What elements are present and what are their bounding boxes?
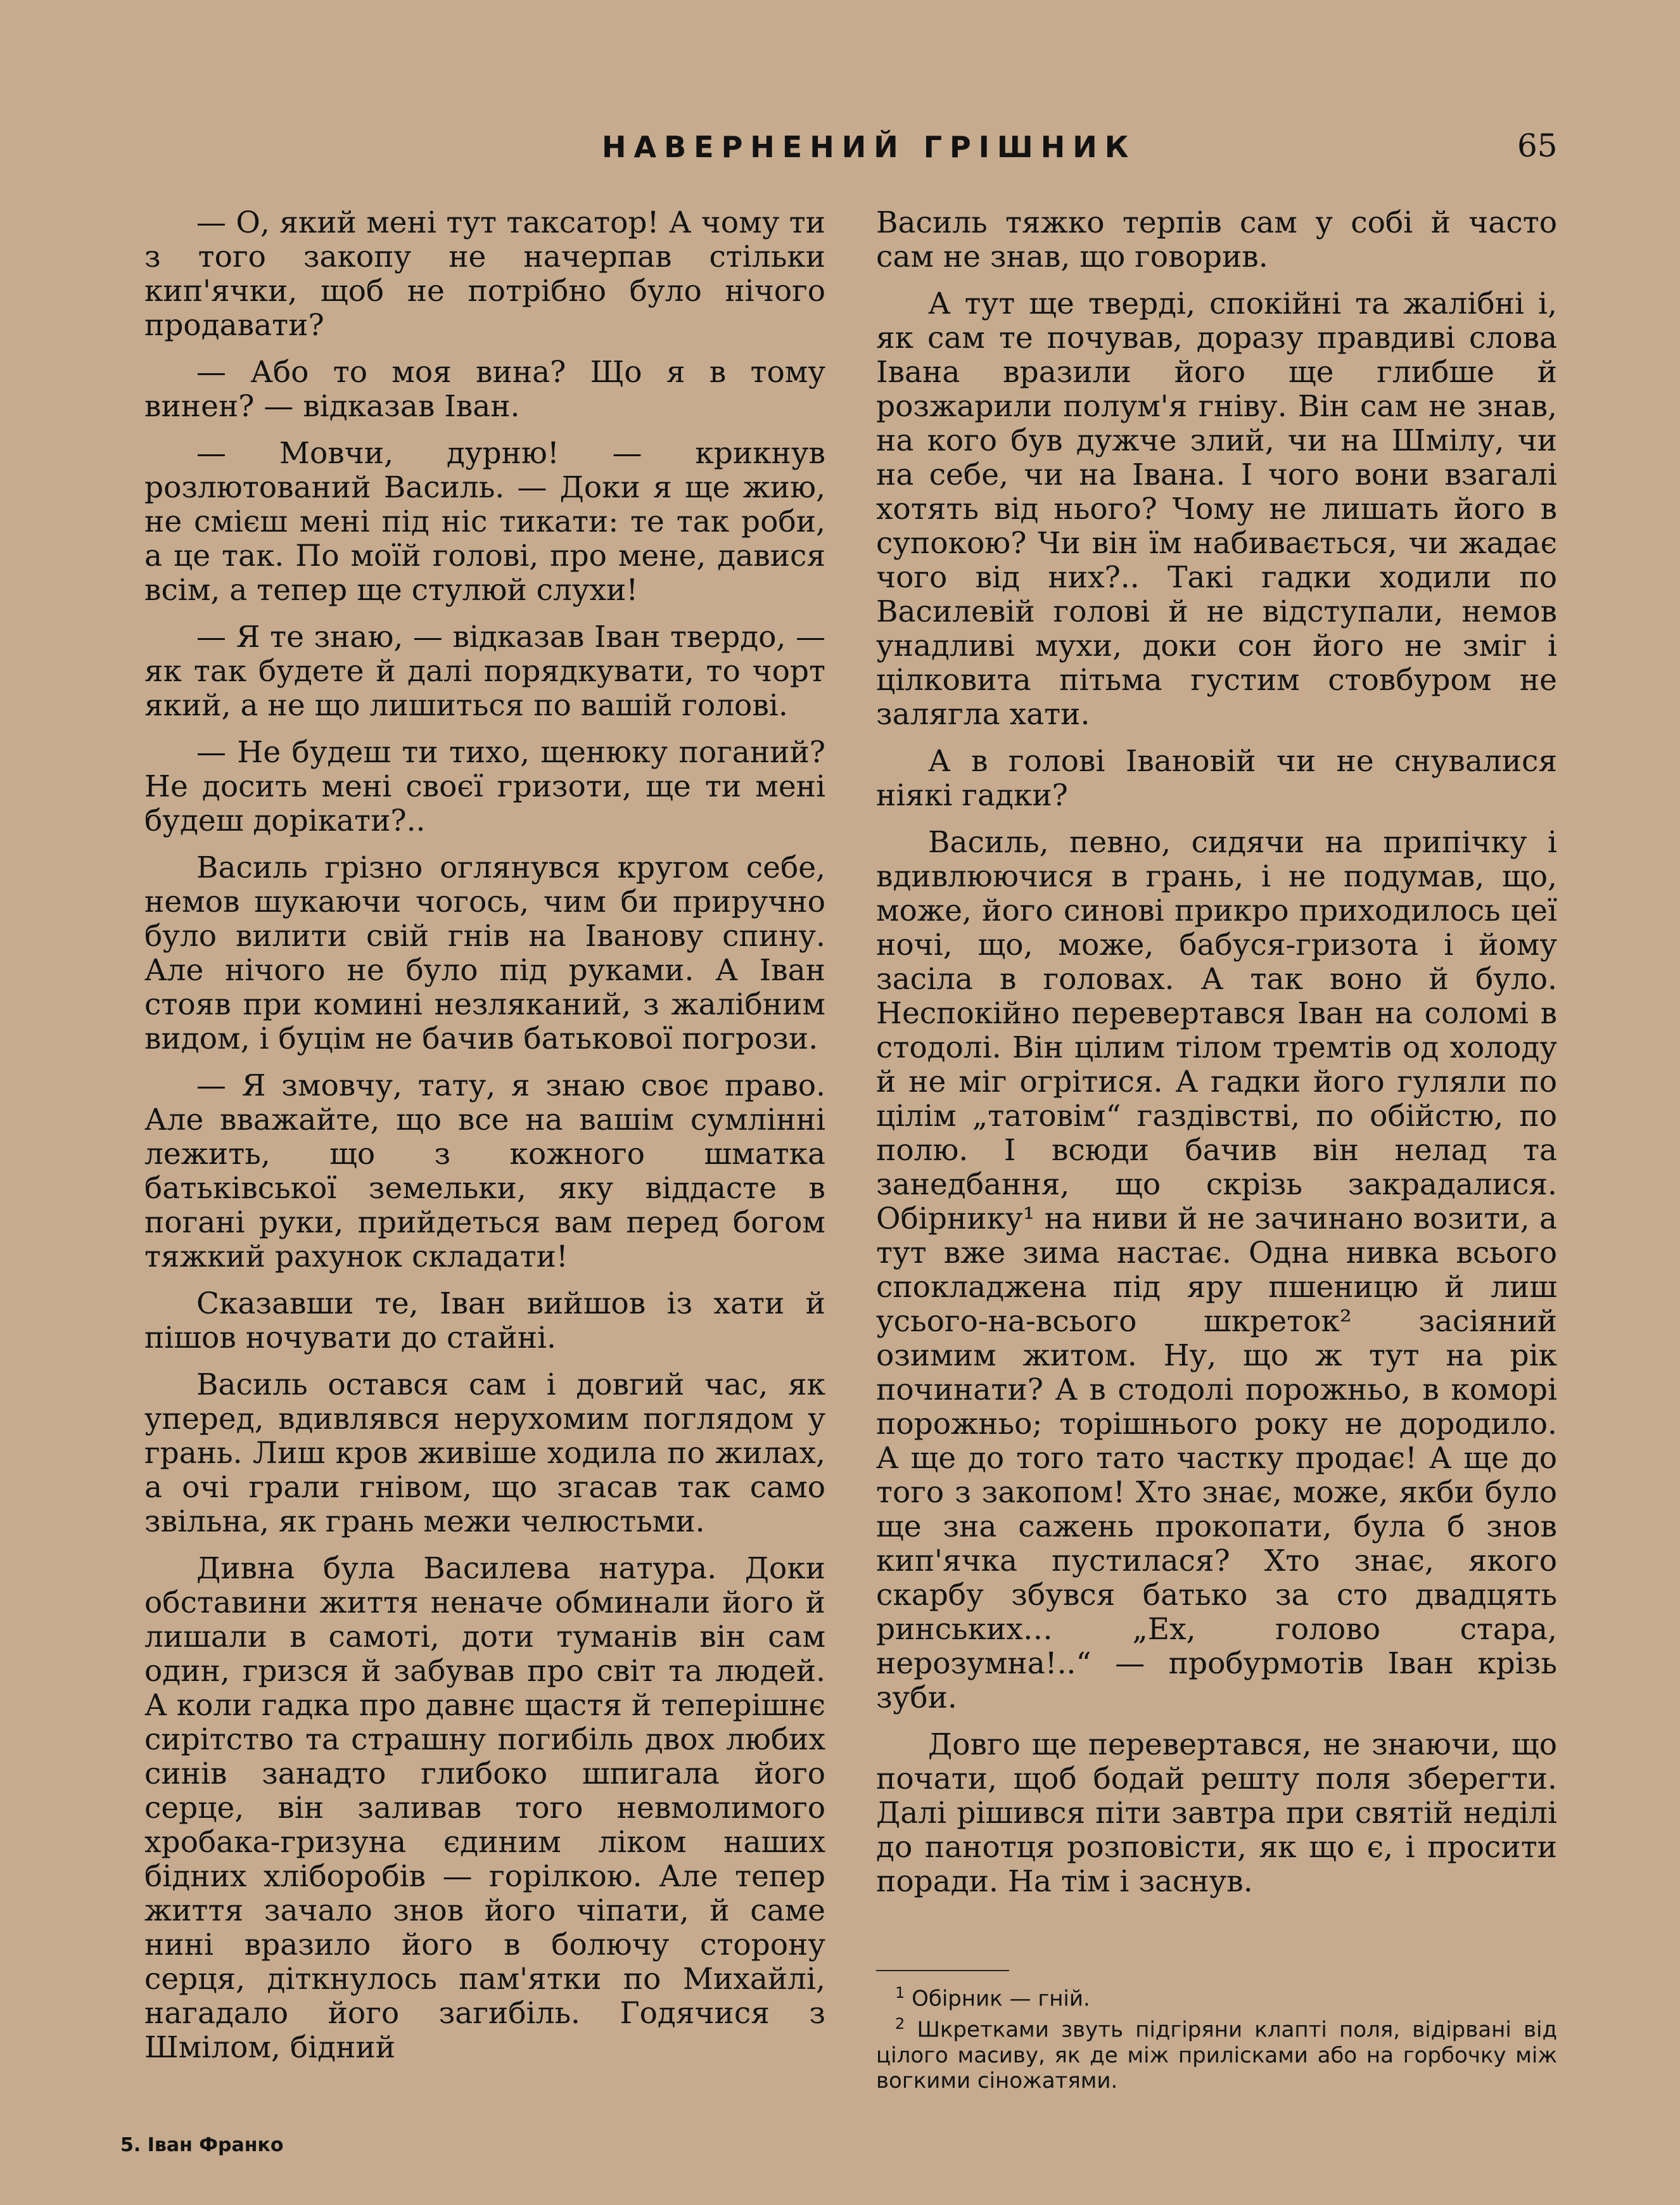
footnote-text: Обірник — гній. <box>912 1986 1090 2012</box>
paragraph: Василь тяжко терпів сам у собі й часто сам не знав, що говорив. <box>876 205 1557 274</box>
paragraph: Василь остався сам і довгий час, як уперед, вдивлявся нерухомим поглядом у грань. Лиш кров живіше ходила по жилах, а очі грали гнівом, що згасав так само звільна, як грань межи челюстьми. <box>144 1367 825 1539</box>
paragraph: А в голові Івановій чи не снувалися ніякі гадки? <box>876 744 1557 813</box>
paragraph: Довго ще перевертався, не знаючи, що почати, щоб бодай решту поля зберегти. Далі рішився піти завтра при святій неділі до панотця розповісти, як що є, і просити поради. На тім і заснув. <box>876 1727 1557 1899</box>
paragraph: — Я змовчу, тату, я знаю своє право. Але вважайте, що все на вашім сумлінні лежить, що з кожного шматка батьківської земельки, яку віддасте в погані руки, прийдеться вам перед богом тяжкий рахунок складати! <box>144 1068 825 1274</box>
paragraph: — Я те знаю, — відказав Іван твердо, — як так будете й далі порядкувати, то чорт який, а не що лишиться по вашій голові. <box>144 620 825 723</box>
paragraph: А тут ще тверді, спокійні та жалібні і, як сам те почував, доразу правдиві слова Івана вразили його ще глибше й розжарили полум'я гніву. Він сам не знав, на кого був дужче злий, чи на Шмілу, чи на себе, чи на Івана. І чого вони взагалі хотять від нього? Чому не лишать його в супокою? Чи він їм набивається, чи жадає чого від них?.. Такі гадки ходили по Василевій голові й не відступали, немов унадливі мухи, доки сон його не зміг і цілковита пітьма густим стовбуром не залягла хати. <box>876 286 1557 732</box>
left-column <box>144 206 825 2078</box>
page-header <box>0 127 1680 174</box>
paragraph: Дивна була Василева натура. Доки обставини життя неначе обминали його й лишали в самоті, доти туманів він сам один, гризся й забував про світ та людей. А коли гадка про давнє щастя й теперішнє сирітство та страшну погибіль двох любих синів занадто глибоко шпигала його серце, він заливав того невмолимого хробака-гризуна єдиним ліком наших бідних хліборобів — горілкою. Але тепер життя зачало знов його чіпати, й саме нині вразило його в болючу сторону серця, діткнулось пам'ятки по Михайлі, нагадало його загибіль. Годячися з Шмілом, бідний <box>144 1551 825 2065</box>
paragraph: — О, який мені тут таксатор! А чому ти з того закопу не начерпав стільки кип'ячки, щоб не потрібно було нічого продавати? <box>144 205 825 343</box>
right-column <box>876 206 1557 1912</box>
footnote-mark: 2 <box>895 2015 905 2033</box>
paragraph: Василь грізно оглянувся кругом себе, немов шукаючи чогось, чим би приручно було вилити свій гнів на Іванову спину. Але нічого не було під руками. А Іван стояв при комині незляканий, з жалібним видом, і буцім не бачив батькової погрози. <box>144 850 825 1056</box>
paragraph: — Мовчи, дурню! — крикнув розлютований Василь. — Доки я ще жию, не смієш мені під ніс тикати: те так роби, а це так. По моїй голові, про мене, давися всім, а тепер ще стулюй слухи! <box>144 436 825 608</box>
paragraph: Сказавши те, Іван вийшов із хати й пішов ночувати до стайні. <box>144 1286 825 1355</box>
running-title: НАВЕРНЕНИЙ ГРІШНИК <box>602 130 1136 164</box>
footnote-divider <box>876 1970 1009 1971</box>
footnote-mark: 1 <box>895 1984 905 2002</box>
paragraph: Василь, певно, сидячи на припічку і вдивлюючися в грань, і не подумав, що, може, його синові прикро приходилось цеї ночі, що, може, бабуся-гризота і йому засіла в головах. А так воно й було. Неспокійно перевертався Іван на соломі в стодолі. Він цілим тілом тремтів од холоду й не міг огрітися. А гадки його гуляли по цілім „татовім“ газдівстві, по обійстю, по полю. І всюди бачив він нелад та занедбання, що скрізь закрадалися. Обірнику¹ на ниви й не зачинано возити, а тут вже зима настає. Одна нивка всього спокладжена під яру пшеницю й лиш усього-на-всього шкреток² засіяний озимим житом. Ну, що ж тут на рік починати? А в стодолі порожньо, в коморі порожньо; торішнього року не дородило. А ще до того тато частку продає! А ще до того з закопом! Хто знає, може, якби було ще зна сажень прокопати, була б знов кип'ячка пустилася? Хто знає, якого скарбу збувся батько за сто двадцять ринських… „Ех, голово стара, нерозумна!..“ — пробурмотів Іван крізь зуби. <box>876 825 1557 1715</box>
footnote <box>876 2011 1557 2093</box>
paragraph: — Не будеш ти тихо, щенюку поганий? Не досить мені своєї гризоти, ще ти мені будеш дорікати?.. <box>144 735 825 838</box>
page-number: 65 <box>1517 127 1558 164</box>
footnote <box>876 1980 1557 2011</box>
signature-mark: 5. Іван Франко <box>120 2134 284 2156</box>
paragraph: — Або то моя вина? Що я в тому винен? — відказав Іван. <box>144 355 825 424</box>
footnote-text: Шкретками звуть підгіряни клапті поля, відірвані від цілого масиву, як де між прилісками або на горбочку між вогкими сіножатями. <box>876 2017 1557 2093</box>
footnotes <box>876 1980 1557 2093</box>
